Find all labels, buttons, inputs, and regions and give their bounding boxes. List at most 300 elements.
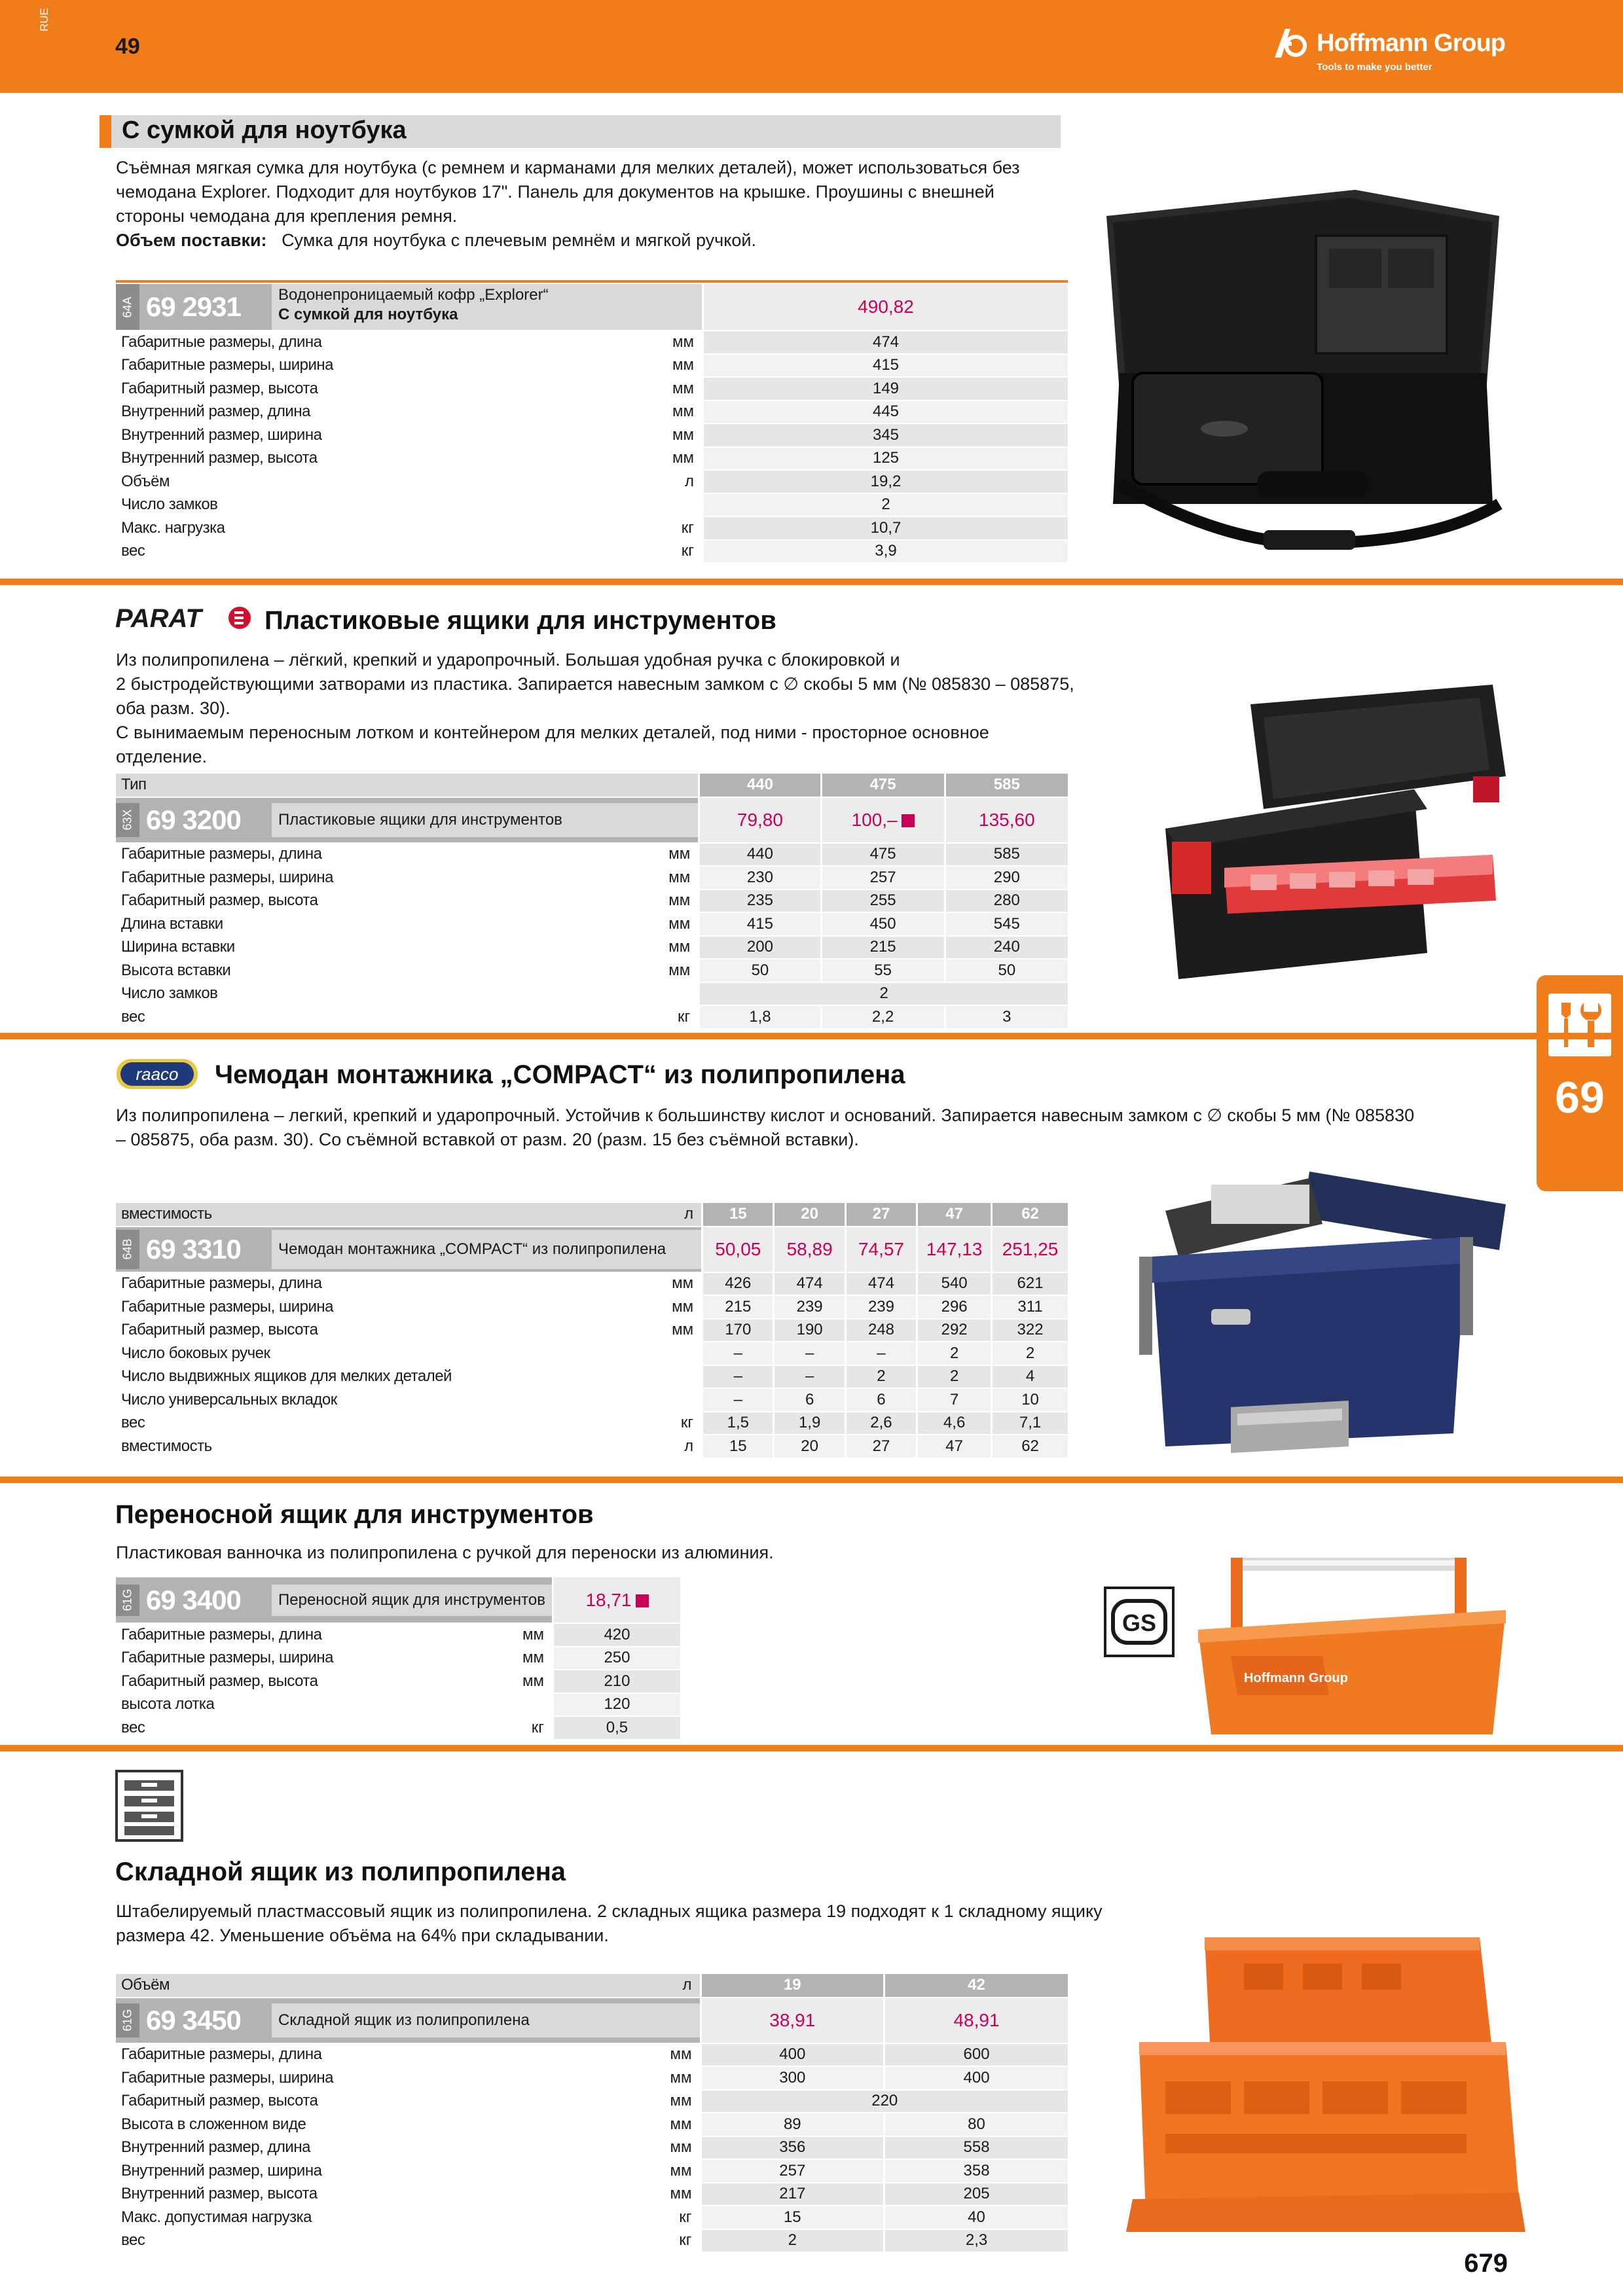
description-line: стороны чемодана для крепления ремня. [116, 206, 458, 226]
row-value: 475 [821, 843, 945, 867]
row-unit: мм [667, 447, 703, 471]
row-value: 47 [917, 1435, 992, 1458]
article-category: 64A [116, 284, 139, 330]
article-row [116, 1577, 680, 1623]
row-value: 600 [884, 2043, 1068, 2067]
article-price: 79,80 [699, 797, 821, 843]
row-value: 296 [917, 1295, 992, 1319]
parat-toolbox-image [1152, 678, 1519, 992]
type-header: 585 [945, 774, 1068, 797]
row-value: 280 [945, 889, 1068, 913]
row-label: Габаритные размеры, ширина [116, 1295, 666, 1319]
row-unit: мм [666, 1319, 702, 1342]
row-label: Габаритные размеры, ширина [116, 1647, 514, 1670]
row-value: 3,9 [702, 540, 1068, 564]
table-row [116, 1319, 1068, 1342]
row-label: Габаритные размеры, ширина [116, 354, 667, 378]
gs-certification-label: GS [1122, 1609, 1157, 1636]
row-value: 215 [821, 936, 945, 960]
section-title-parat: Пластиковые ящики для инструментов [264, 606, 776, 635]
table-row [116, 331, 1068, 354]
row-value: 292 [917, 1319, 992, 1342]
row-label: Габаритные размеры, длина [116, 1623, 514, 1647]
scope-label: Объем поставки: [116, 230, 267, 250]
row-label: Число замков [116, 982, 663, 1006]
row-unit: кг [667, 540, 703, 564]
row-label: Число выдвижных ящиков для мелких деталей [116, 1365, 666, 1389]
section-description: Пластиковая ванночка из полипропилена с ручкой для переноски из алюминия. [116, 1543, 774, 1562]
table-row [116, 1693, 680, 1717]
chapter-tab [1537, 975, 1623, 1191]
row-value: 2 [701, 2229, 884, 2253]
row-value: 20 [774, 1435, 845, 1458]
row-value: 415 [699, 912, 821, 936]
description-line: Штабелируемый пластмассовый ящик из полипропилена. 2 складных ящика размера 19 подходят к 1 складному ящику [116, 1901, 1103, 1921]
header-row [116, 1203, 1068, 1227]
article-category: 61G [116, 2003, 139, 2037]
row-value: 10,7 [702, 516, 1068, 540]
row-unit: кг [514, 1716, 553, 1740]
row-value: – [774, 1365, 845, 1389]
row-value: 2 [699, 982, 1068, 1006]
row-value: 345 [702, 423, 1068, 447]
row-value: 2,3 [884, 2229, 1068, 2253]
row-unit: мм [667, 401, 703, 424]
article-price: 135,60 [945, 797, 1068, 843]
raaco-brand-logo [115, 1058, 199, 1090]
stacking-drawers-icon [115, 1770, 183, 1842]
row-label: высота лотка [116, 1693, 514, 1717]
article-price: 38,91 [701, 1998, 884, 2043]
row-value: 1,8 [699, 1005, 821, 1029]
row-value: 235 [699, 889, 821, 913]
spec-table-laptop-bag [116, 284, 1068, 564]
table-row [116, 2159, 1068, 2183]
table-row [116, 447, 1068, 471]
row-value: 50 [699, 959, 821, 982]
article-category: 61G [116, 1585, 139, 1616]
row-value: 3 [945, 1005, 1068, 1029]
article-variant: С сумкой для ноутбука [278, 306, 458, 323]
size-header: 62 [992, 1203, 1068, 1227]
row-unit: мм [663, 889, 699, 913]
article-price: 490,82 [702, 284, 1068, 331]
description-line: оба разм. 30). [116, 698, 230, 718]
row-value: 217 [701, 2183, 884, 2206]
row-label: Высота вставки [116, 959, 663, 982]
row-value: 257 [821, 866, 945, 889]
row-value: 445 [702, 401, 1068, 424]
row-label: вес [116, 540, 667, 564]
table-row [116, 1005, 1068, 1029]
row-value: 200 [699, 936, 821, 960]
table-row [116, 959, 1068, 982]
row-value: 205 [884, 2183, 1068, 2206]
row-label: Длина вставки [116, 912, 663, 936]
description-line: – 085875, оба разм. 30). Со съёмной вставкой от разм. 20 (разм. 15 без съёмной вставки). [116, 1130, 859, 1149]
language-code: RUE [38, 8, 50, 31]
row-label: Габаритные размеры, длина [116, 1272, 666, 1296]
folding-boxes-image [1113, 1924, 1532, 2238]
page-header [0, 0, 1623, 93]
article-number[interactable]: 69 2931 [146, 291, 241, 322]
row-value: 311 [992, 1295, 1068, 1319]
article-price: 251,25 [992, 1227, 1068, 1272]
row-value: 558 [884, 2136, 1068, 2160]
table-row [116, 2043, 1068, 2067]
row-unit: мм [666, 1272, 702, 1296]
article-number[interactable]: 69 3310 [146, 1233, 241, 1265]
row-unit: мм [514, 1623, 553, 1647]
row-label: Габаритные размеры, ширина [116, 2066, 665, 2090]
row-value: 420 [553, 1623, 680, 1647]
row-value: 426 [702, 1272, 774, 1296]
row-value: 585 [945, 843, 1068, 867]
header-label: Объём [116, 1974, 665, 1998]
table-row [116, 1647, 680, 1670]
article-price: 147,13 [917, 1227, 992, 1272]
article-price: 74,57 [845, 1227, 917, 1272]
row-value: 290 [945, 866, 1068, 889]
header-label: Тип [116, 774, 663, 797]
row-unit: мм [514, 1670, 553, 1693]
size-header: 15 [702, 1203, 774, 1227]
row-unit [666, 1342, 702, 1365]
section-title-tool-tray: Переносной ящик для инструментов [115, 1500, 594, 1529]
row-unit: мм [665, 2136, 701, 2160]
section-divider [0, 1477, 1623, 1483]
row-value: 190 [774, 1319, 845, 1342]
row-unit [663, 982, 699, 1006]
row-unit: мм [514, 1647, 553, 1670]
row-value: 248 [845, 1319, 917, 1342]
row-value: 2 [917, 1365, 992, 1389]
raaco-brand-text: raaco [136, 1064, 179, 1084]
row-value: 239 [774, 1295, 845, 1319]
row-value: 230 [699, 866, 821, 889]
size-header: 27 [845, 1203, 917, 1227]
row-label: вес [116, 2229, 665, 2253]
row-label: Габаритные размеры, длина [116, 2043, 665, 2067]
table-row [116, 2183, 1068, 2206]
spec-table-compact [116, 1203, 1068, 1459]
table-row [116, 1342, 1068, 1365]
row-unit: мм [663, 866, 699, 889]
row-label: Число универсальных вкладок [116, 1388, 666, 1412]
row-unit: мм [663, 912, 699, 936]
section-divider [0, 1745, 1623, 1751]
table-row [116, 401, 1068, 424]
row-unit: кг [663, 1005, 699, 1029]
row-label: Габаритный размер, высота [116, 889, 663, 913]
table-row [116, 1272, 1068, 1296]
new-item-marker [902, 814, 915, 827]
row-value: – [702, 1342, 774, 1365]
table-row [116, 470, 1068, 493]
description-line: Из полипропилена – легкий, крепкий и ударопрочный. Устойчив к большинству кислот и оснований. Запирается навесным замком с ∅ скобы 5 мм (№ 085830 [116, 1105, 1415, 1125]
header-row [116, 1974, 1068, 1998]
parat-brand-logo [115, 602, 254, 635]
row-label: вместимость [116, 1435, 666, 1458]
row-value: 400 [884, 2066, 1068, 2090]
article-name: Водонепроницаемый кофр „Explorer“ [278, 286, 549, 304]
description-line: С вынимаемым переносным лотком и контейнером для мелких деталей, под ними - просторное основное [116, 723, 989, 742]
article-name: Складной ящик из полипропилена [272, 2003, 700, 2037]
row-label: Габаритный размер, высота [116, 2090, 665, 2113]
row-value: 540 [917, 1272, 992, 1296]
row-unit [667, 493, 703, 517]
parat-brand-text: PARAT [115, 604, 202, 633]
description-line: размера 42. Уменьшение объёма на 64% при складывании. [116, 1926, 609, 1945]
article-price: 48,91 [884, 1998, 1068, 2043]
row-value: 474 [845, 1272, 917, 1296]
row-value: 300 [701, 2066, 884, 2090]
row-value: 4,6 [917, 1412, 992, 1435]
row-label: Число замков [116, 493, 667, 517]
section-title-laptop-bag: С сумкой для ноутбука [122, 117, 407, 144]
row-value: – [702, 1388, 774, 1412]
table-top-line [116, 280, 1068, 283]
table-row [116, 889, 1068, 913]
table-row [116, 2113, 1068, 2136]
article-category: 64B [116, 1230, 139, 1269]
brand-name: Hoffmann Group [1317, 29, 1505, 57]
size-header: 20 [774, 1203, 845, 1227]
row-label: Макс. нагрузка [116, 516, 667, 540]
row-value: 2,2 [821, 1005, 945, 1029]
row-value: 7,1 [992, 1412, 1068, 1435]
row-unit: кг [667, 516, 703, 540]
brand-logo [1273, 26, 1505, 73]
row-label: Внутренний размер, длина [116, 401, 667, 424]
row-label: Ширина вставки [116, 936, 663, 960]
section-description [116, 156, 1020, 253]
row-value: 215 [702, 1295, 774, 1319]
section-divider [0, 579, 1623, 585]
row-value: 415 [702, 354, 1068, 378]
type-header: 475 [821, 774, 945, 797]
row-value: 356 [701, 2136, 884, 2160]
article-price: 18,71 [553, 1577, 680, 1623]
table-row [116, 2090, 1068, 2113]
table-row [116, 866, 1068, 889]
title-accent [100, 115, 111, 148]
table-row [116, 1623, 680, 1647]
article-name: Переносной ящик для инструментов [272, 1585, 552, 1616]
row-unit: кг [665, 2206, 701, 2229]
row-value: 170 [702, 1319, 774, 1342]
article-number[interactable]: 69 3400 [146, 1584, 241, 1615]
chapter-number: 69 [1555, 1073, 1605, 1122]
row-label: Габаритные размеры, ширина [116, 866, 663, 889]
article-price: 100,– [821, 797, 945, 843]
row-value: 19,2 [702, 470, 1068, 493]
row-value: – [702, 1365, 774, 1389]
row-label: Внутренний размер, ширина [116, 2159, 665, 2183]
article-name: Пластиковые ящики для инструментов [272, 803, 698, 837]
row-label: Число боковых ручек [116, 1342, 666, 1365]
tool-tray-image [1192, 1545, 1519, 1741]
hoffmann-logo-icon [1273, 26, 1310, 60]
row-unit: кг [665, 2229, 701, 2253]
row-unit: л [667, 470, 703, 493]
row-label: Объём [116, 470, 667, 493]
row-label: Высота в сложенном виде [116, 2113, 665, 2136]
article-price: 50,05 [702, 1227, 774, 1272]
row-value: 474 [702, 331, 1068, 354]
spec-table-tool-tray [116, 1577, 680, 1740]
table-row [116, 912, 1068, 936]
row-label: Внутренний размер, ширина [116, 423, 667, 447]
row-unit: мм [667, 377, 703, 401]
description-line: Съёмная мягкая сумка для ноутбука (с ремнем и карманами для мелких деталей), может использоваться без [116, 158, 1020, 177]
row-value: 255 [821, 889, 945, 913]
header-label: вместимость [116, 1203, 666, 1227]
row-value: – [845, 1342, 917, 1365]
article-price: 58,89 [774, 1227, 845, 1272]
row-value: 6 [774, 1388, 845, 1412]
row-unit: мм [663, 959, 699, 982]
row-unit [666, 1388, 702, 1412]
row-value: 10 [992, 1388, 1068, 1412]
table-row [116, 540, 1068, 564]
row-label: Габаритный размер, высота [116, 1319, 666, 1342]
new-item-marker [636, 1594, 649, 1607]
table-row [116, 1670, 680, 1693]
row-value: 220 [701, 2090, 1068, 2113]
wrench-screwdriver-icon [1548, 994, 1611, 1056]
row-value: 257 [701, 2159, 884, 2183]
row-unit: мм [667, 331, 703, 354]
row-value: 322 [992, 1319, 1068, 1342]
row-label: вес [116, 1412, 666, 1435]
article-row [116, 1227, 1068, 1272]
row-value: 55 [821, 959, 945, 982]
header-unit: л [666, 1203, 702, 1227]
row-value: 149 [702, 377, 1068, 401]
table-row [116, 843, 1068, 867]
scope-of-delivery [116, 228, 1020, 253]
article-number[interactable]: 69 3450 [146, 2004, 241, 2036]
laptop-case-image [1093, 177, 1512, 569]
row-value: 440 [699, 843, 821, 867]
chapter-page-number: 49 [115, 34, 140, 59]
size-header: 42 [884, 1974, 1068, 1998]
row-label: Внутренний размер, высота [116, 2183, 665, 2206]
table-row [116, 354, 1068, 378]
row-value: 250 [553, 1647, 680, 1670]
row-value: 6 [845, 1388, 917, 1412]
table-row [116, 493, 1068, 517]
description-line: отделение. [116, 747, 208, 766]
row-label: Макс. допустимая нагрузка [116, 2206, 665, 2229]
row-value: 545 [945, 912, 1068, 936]
row-value: 80 [884, 2113, 1068, 2136]
row-value: 239 [845, 1295, 917, 1319]
description-line: Из полипропилена – лёгкий, крепкий и ударопрочный. Большая удобная ручка с блокировкой и [116, 650, 900, 670]
row-unit [514, 1693, 553, 1717]
section-description [116, 1103, 1414, 1152]
row-value: 2 [917, 1342, 992, 1365]
row-value: 15 [702, 1435, 774, 1458]
description-line: чемодана Explorer. Подходит для ноутбуков 17". Панель для документов на крышке. Проушины с внешней [116, 182, 994, 202]
row-unit: л [666, 1435, 702, 1458]
table-row [116, 1365, 1068, 1389]
table-row [116, 1412, 1068, 1435]
row-value: 240 [945, 936, 1068, 960]
article-row [116, 797, 1068, 843]
table-row [116, 2206, 1068, 2229]
table-row [116, 1388, 1068, 1412]
row-unit: мм [665, 2043, 701, 2067]
row-unit [666, 1365, 702, 1389]
row-value: 7 [917, 1388, 992, 1412]
row-value: 2 [992, 1342, 1068, 1365]
row-unit: мм [665, 2113, 701, 2136]
row-unit: мм [663, 936, 699, 960]
raaco-compact-case-image [1113, 1158, 1519, 1466]
row-value: 1,9 [774, 1412, 845, 1435]
row-unit: мм [666, 1295, 702, 1319]
table-row [116, 2066, 1068, 2090]
section-description [116, 648, 1074, 769]
row-value: 1,5 [702, 1412, 774, 1435]
description-line: 2 быстродействующими затворами из пластика. Запирается навесным замком с ∅ скобы 5 мм (№ 085830 – 085875, [116, 674, 1074, 694]
article-number[interactable]: 69 3200 [146, 804, 241, 835]
gs-certification-icon [1104, 1587, 1175, 1657]
row-value: 210 [553, 1670, 680, 1693]
page-number: 679 [1464, 2249, 1508, 2278]
row-value: 62 [992, 1435, 1068, 1458]
size-header: 47 [917, 1203, 992, 1227]
row-value: 4 [992, 1365, 1068, 1389]
row-value: 0,5 [553, 1716, 680, 1740]
row-unit: мм [663, 843, 699, 867]
header-unit: л [665, 1974, 701, 1998]
row-value: 358 [884, 2159, 1068, 2183]
table-row [116, 1435, 1068, 1458]
article-row [116, 1998, 1068, 2043]
type-header: 440 [699, 774, 821, 797]
size-header: 19 [701, 1974, 884, 1998]
row-value: 400 [701, 2043, 884, 2067]
row-label: вес [116, 1716, 514, 1740]
section-title-folding-box: Складной ящик из полипропилена [115, 1857, 566, 1886]
row-value: 40 [884, 2206, 1068, 2229]
article-row [116, 284, 1068, 331]
table-row [116, 423, 1068, 447]
row-label: Внутренний размер, длина [116, 2136, 665, 2160]
article-name: Чемодан монтажника „COMPACT“ из полипропилена [272, 1230, 701, 1269]
row-unit: кг [666, 1412, 702, 1435]
section-divider [0, 1033, 1623, 1039]
row-value: 15 [701, 2206, 884, 2229]
row-label: Габаритный размер, высота [116, 377, 667, 401]
row-unit: мм [667, 354, 703, 378]
row-unit: мм [665, 2090, 701, 2113]
row-unit: мм [667, 423, 703, 447]
row-value: 474 [774, 1272, 845, 1296]
tool-tray-brand-print: Hoffmann Group [1244, 1671, 1348, 1685]
scope-text: Сумка для ноутбука с плечевым ремнём и мягкой ручкой. [282, 230, 756, 250]
row-unit: мм [665, 2159, 701, 2183]
row-value: 621 [992, 1272, 1068, 1296]
row-value: 450 [821, 912, 945, 936]
article-category: 63X [116, 803, 139, 837]
table-row [116, 982, 1068, 1006]
row-label: Габаритные размеры, длина [116, 843, 663, 867]
table-row [116, 2136, 1068, 2160]
